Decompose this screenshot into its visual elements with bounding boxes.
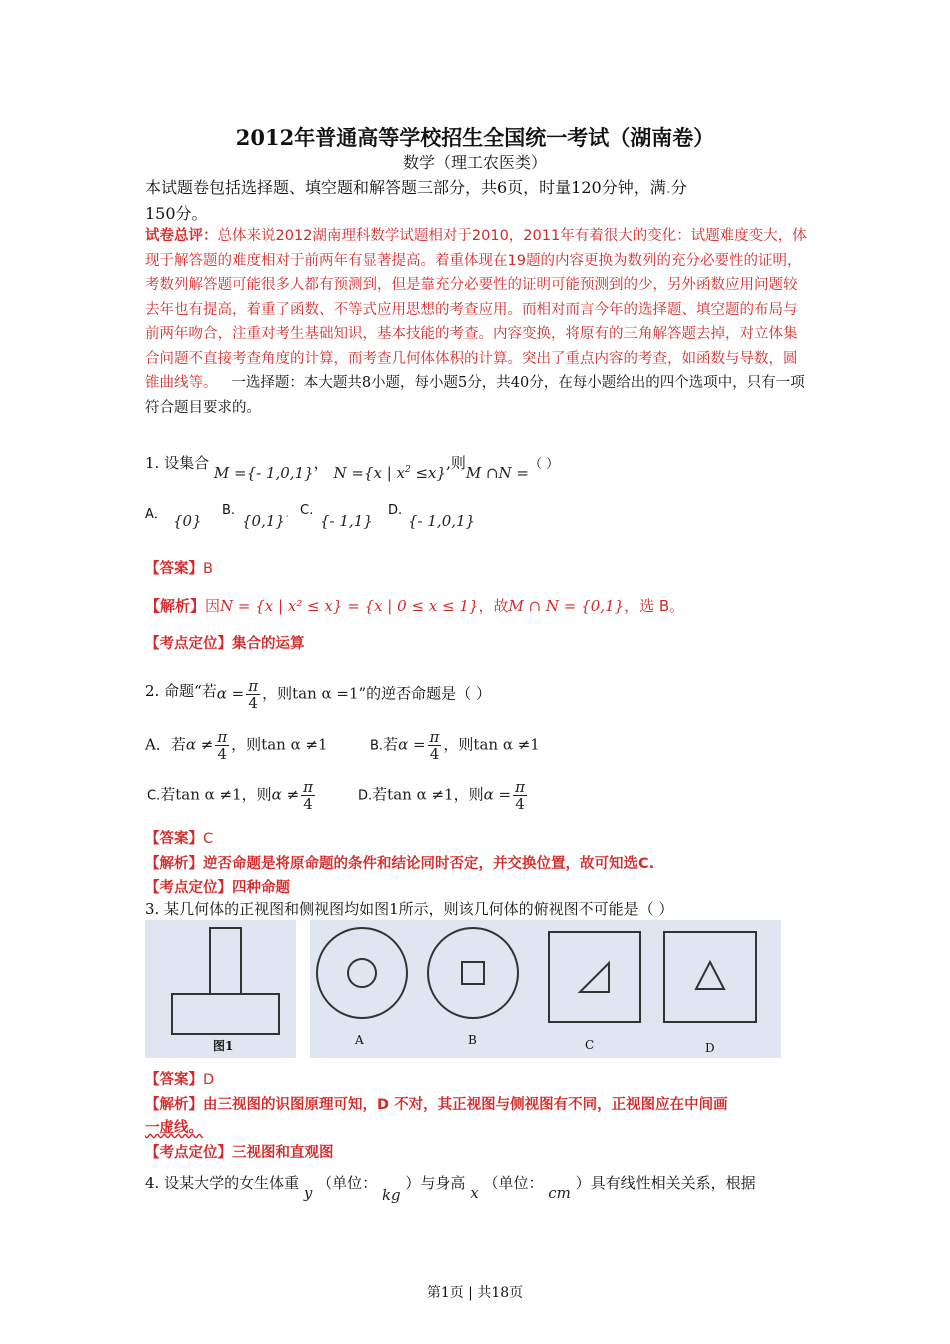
- q4-unit1-open: （单位：: [317, 1174, 378, 1192]
- q2-pi-over-4: [246, 678, 260, 711]
- figure-options-panel: [310, 920, 781, 1058]
- q1-set-n: [333, 464, 446, 482]
- q2-opt-a-pi: π: [217, 728, 228, 746]
- q1-prefix: 1. 设集合: [145, 454, 210, 472]
- q1-answer: [145, 557, 213, 578]
- q2-mid: ，则: [262, 684, 293, 703]
- section-heading: 一选择题：本大题共8小题，每小题5分，共40分，在每小题给出的四个选项: [231, 375, 718, 391]
- q2-analysis-label: 【解析】: [145, 856, 203, 872]
- q1-opt-d-label: D.: [388, 503, 403, 518]
- q1-then: ,则: [446, 454, 466, 472]
- q4-unit2-close: ）具有线性相关关系，根据: [575, 1174, 756, 1192]
- q2-opt-d-1: tan α ≠1: [387, 785, 454, 804]
- q2-opt-a-2: tan α ≠1: [261, 735, 328, 754]
- q2-opt-b-label: B.: [370, 738, 384, 754]
- q1-opt-d-value: {- 1,0,1}: [408, 512, 476, 530]
- figure-option-a-label: A: [355, 1033, 364, 1047]
- q1-set-m: M ={- 1,0,1}: [213, 464, 314, 482]
- q2-opt-d-then: ，则: [453, 785, 484, 804]
- q2-option-a: [145, 729, 328, 762]
- q1-opt-c-label: C.: [300, 503, 314, 518]
- q1-analysis-math1: N = {x | x² ≤ x} = {x | 0 ≤ x ≤ 1}: [220, 597, 479, 615]
- q2-option-c: [147, 779, 317, 812]
- q2-opt-d-four: 4: [515, 795, 525, 813]
- intro-line-2: 150分。: [145, 204, 208, 223]
- q1-analysis-label: 【解析】: [145, 597, 206, 615]
- page-title: 2012年普通高等学校招生全国统一考试（湖南卷）: [235, 125, 715, 150]
- q1-stem: [145, 452, 560, 482]
- q1-option-a: [145, 503, 167, 522]
- q3-analysis-line-2: 一虚线。: [145, 1120, 203, 1136]
- q3-analysis-2: [145, 1116, 203, 1137]
- q2-suffix: ”的逆否命题是（ ）: [358, 684, 491, 703]
- q4-prefix: 4. 设某大学的女生体重: [145, 1174, 300, 1192]
- q3-answer: [145, 1068, 214, 1089]
- q1-answer-value: B: [203, 561, 213, 577]
- q3-analysis-label: 【解析】: [145, 1097, 203, 1113]
- q2-prefix: 2. 命题“若: [145, 681, 217, 700]
- figure-options-drawing: [310, 920, 781, 1058]
- q2-opt-a-1: α ≠: [185, 735, 214, 754]
- q2-four: 4: [248, 694, 258, 712]
- q2-opt-d-pi: π: [515, 778, 525, 796]
- q2-opt-c-then: ，则: [241, 785, 272, 804]
- exam-review: [145, 224, 810, 420]
- q2-opt-c-if: 若: [160, 785, 176, 804]
- q1-paren: （ ）: [529, 457, 560, 472]
- figure-1-panel: [145, 920, 296, 1058]
- q2-option-d: [358, 779, 529, 812]
- q2-answer-label: 【答案】: [145, 831, 203, 847]
- q1-expr: M ∩N =: [465, 464, 530, 482]
- q2-analysis: [145, 852, 654, 873]
- q4-cm: cm: [548, 1184, 571, 1202]
- q2-opt-a-label: A．若: [145, 735, 186, 754]
- q1-analysis-math2: M ∩ N = {0,1}: [508, 597, 625, 615]
- q3-topic-label: 【考点定位】: [145, 1145, 232, 1161]
- q1-opt-a-value: {0}: [173, 512, 202, 530]
- q3-answer-value: D: [203, 1072, 215, 1088]
- q3-topic-value: 三视图和直观图: [232, 1145, 334, 1161]
- q4-kg: kg: [381, 1186, 401, 1204]
- q2-opt-b-2: tan α ≠1: [473, 735, 540, 754]
- q2-opt-c-2: α ≠: [271, 785, 300, 804]
- q1-sup: 2: [404, 465, 411, 475]
- review-text: 总体来说2012湖南理科数学试题相对于2010，2011年有着很大的变化：试题难度变大，体现于解答题的难度相对于前两年有显著提高。着重体现在19题的内容更换为数列的充分必要性的证明，考数列解答题可能很多人都有预测到，但是靠充分必要性的证明可能预测到的少，另外函数应用问题较去年也有提高，着重了函数、不等式应用思想的考查应用。而相对而言今年的选择题、填空题的布局与前两年吻合，注重对考生基础知识，基本技能的考查。内容变换，将原有的三角解答题去掉，对立体集合问题不直接考查角度的计算，而考查几何体体积的计算。突出了重点内容的考查，如函数与导数，圆锥曲线等。: [145, 228, 807, 391]
- q2-option-b: [370, 729, 540, 762]
- q1-opt-b-value: {0,1}: [242, 512, 285, 530]
- intro-line-1: 本试题卷包括选择题、填空题和解答题三部分，共6页，时量120分钟，满: [145, 178, 666, 197]
- intro-line-1-end: 分: [670, 178, 687, 197]
- q2-opt-b-1: α =: [398, 735, 426, 754]
- q2-opt-c-frac: [301, 779, 315, 812]
- q1-opt-a-label: A．: [145, 507, 167, 522]
- q3-analysis: [145, 1093, 728, 1114]
- q2-opt-d-if: 若: [372, 785, 388, 804]
- q2-topic-value: 四种命题: [232, 880, 290, 896]
- q2-opt-b-if: 若: [383, 735, 399, 754]
- q1-analysis-b: ，故: [478, 597, 509, 615]
- q4-unit1-close: ）与身高: [405, 1174, 466, 1192]
- q2-opt-b-then: ，则: [443, 735, 474, 754]
- page-footer: 第1页 | 共18页: [426, 1285, 524, 1301]
- q2-analysis-text: 逆否命题是将原命题的条件和结论同时否定，并交换位置，故可知选C.: [203, 856, 655, 872]
- q1-analysis: [145, 595, 684, 616]
- q1-topic: [145, 632, 305, 653]
- q4-unit2-open: （单位：: [483, 1174, 544, 1192]
- q2-tan-eq: tan α =1: [292, 684, 359, 703]
- q4-y: y: [303, 1184, 313, 1202]
- q2-opt-d-2: α =: [483, 785, 512, 804]
- q1-opt-b-label: B.: [222, 503, 236, 518]
- q2-opt-b-pi: π: [429, 728, 440, 746]
- q2-opt-b-four: 4: [429, 745, 440, 763]
- q2-topic-label: 【考点定位】: [145, 880, 232, 896]
- q2-opt-a-then: ，则: [231, 735, 262, 754]
- q3-analysis-line-1: 由三视图的识图原理可知，D 不对，其正视图与侧视图有不同，正视图应在中间画: [203, 1097, 728, 1113]
- q2-opt-a-frac: [215, 729, 229, 762]
- q1-analysis-c: ，选 B。: [624, 597, 685, 615]
- figure-option-b-label: B: [468, 1033, 477, 1047]
- q2-pi: π: [248, 677, 259, 695]
- q2-answer-value: C: [203, 831, 214, 847]
- q2-opt-c-four: 4: [303, 795, 313, 813]
- page-subtitle: 数学（理工农医类）: [402, 153, 547, 172]
- q1-sep: ，: [313, 454, 329, 472]
- q1-set-n-a: N ={x | x: [333, 464, 405, 482]
- figure-option-d-label: D: [705, 1041, 715, 1055]
- figure-option-c-label: C: [585, 1038, 595, 1052]
- q2-opt-d-label: D.: [358, 788, 373, 804]
- q3-answer-label: 【答案】: [145, 1072, 203, 1088]
- q2-opt-c-pi: π: [303, 778, 313, 796]
- q4-stem: [145, 1172, 756, 1204]
- intro-text: 本试题卷包括选择题、填空题和解答题三部分，共6页，时量120分钟，满.分 150分。: [145, 178, 687, 223]
- q1-opt-c-value: {- 1,1}: [320, 512, 373, 530]
- q1-answer-label: 【答案】: [145, 561, 203, 577]
- q4-x: x: [470, 1184, 479, 1202]
- q2-opt-b-frac: [428, 729, 442, 762]
- q2-opt-d-frac: [513, 779, 527, 812]
- q3-topic: [145, 1141, 334, 1162]
- q1-dot: .: [285, 505, 290, 521]
- q1-analysis-a: 因: [205, 597, 221, 615]
- q2-topic: [145, 876, 290, 897]
- q2-stem: [145, 678, 491, 711]
- review-label: 试卷总评：: [145, 228, 218, 244]
- q1-topic-value: 集合的运算: [232, 636, 305, 652]
- q2-opt-a-four: 4: [217, 745, 228, 763]
- q1-set-n-b: ≤x}: [410, 464, 447, 482]
- q3-stem: 3. 某几何体的正视图和侧视图均如图1所示，则该几何体的俯视图不可能是（ ）: [145, 900, 674, 918]
- q2-alpha-eq: α =: [216, 684, 245, 703]
- q2-opt-c-1: tan α ≠1: [175, 785, 242, 804]
- q2-opt-c-label: C.: [147, 788, 161, 804]
- q2-answer: [145, 827, 213, 848]
- figure-1-label: 图1: [213, 1039, 234, 1053]
- section-heading-2: 中，只有一项符合题目要求的。: [145, 375, 805, 416]
- q1-topic-label: 【考点定位】: [145, 636, 232, 652]
